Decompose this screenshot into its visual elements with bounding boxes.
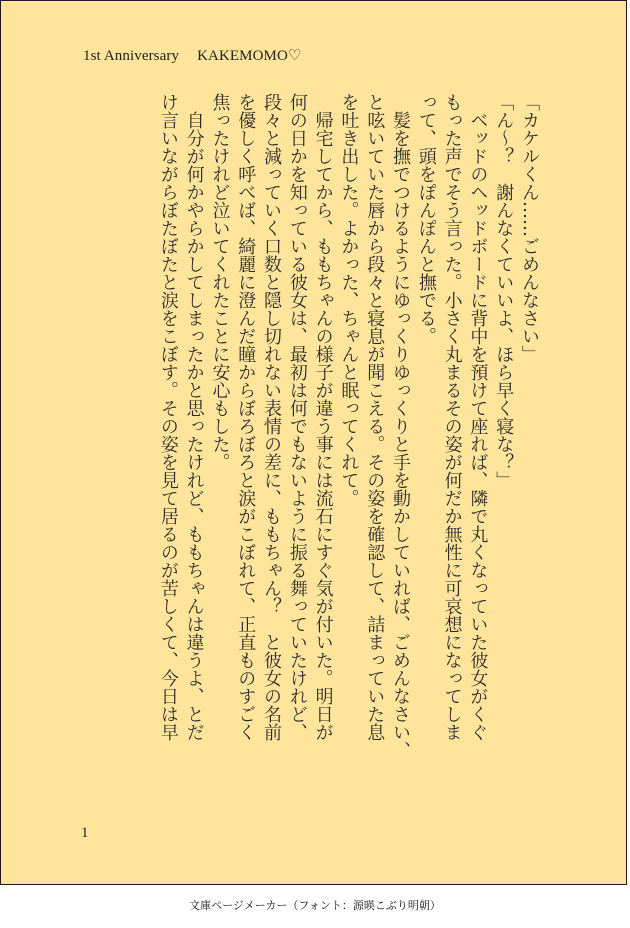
vertical-body-text: [155, 93, 542, 813]
text-line: と呟いていた唇から段々と寝息が聞こえる。その姿を確認して、詰まっていた息: [364, 93, 386, 741]
text-line: を吐き出した。よかった、ちゃんと眠ってくれて。: [338, 93, 360, 507]
text-line: って、頭をぽんぽんと撫でる。: [415, 93, 437, 345]
text-line: 何の日かを知っている彼女は、最初は何でもないように振る舞っていたけれど、: [286, 93, 308, 741]
text-line: 自分が何かやらかしてしまったかと思ったけれど、ももちゃんは違うよ、とだ: [183, 93, 205, 741]
text-line: 段々と減っていく口数と隠し切れない表情の差に、ももちゃん？ と彼女の名前: [261, 93, 283, 741]
text-line: ベッドのヘッドボードに背中を預けて座れば、隣で丸くなっていた彼女がくぐ: [467, 93, 489, 741]
text-line: を優しく呼べば、綺麗に澄んだ瞳からぼろぼろと涙がこぼれて、正直ものすごく: [235, 93, 257, 741]
text-line: 「カケルくん……ごめんなさい」: [519, 93, 540, 363]
text-line: 焦ったけれど泣いてくれたことに安心もした。: [209, 93, 231, 471]
text-line: け言いながらぼたぼたと涙をこぼす。その姿を見て居るのが苦しくて、今日は早: [157, 93, 179, 741]
text-line: 髪を撫でつけるようにゆっくりゆっくりと手を動かしていれば、ごめんなさい、: [390, 93, 412, 759]
page-number: 1: [81, 825, 89, 841]
text-line: もった声でそう言った。小さく丸まるその姿が何だか無性に可哀想になってしま: [441, 93, 463, 741]
text-line: 帰宅してから、ももちゃんの様子が違う事には流石にすぐ気が付いた。明日が: [312, 93, 334, 741]
header-title: 1st Anniversary: [83, 48, 180, 64]
footer-credit: 文庫ページメーカー（フォント：源暎こぶり明朝）: [189, 899, 441, 912]
header-subtitle: KAKEMOMO♡: [197, 48, 302, 64]
page-header: [83, 46, 301, 65]
text-line: 「ん〜？ 謝んなくていいよ、ほら早く寝な？」: [493, 93, 515, 489]
